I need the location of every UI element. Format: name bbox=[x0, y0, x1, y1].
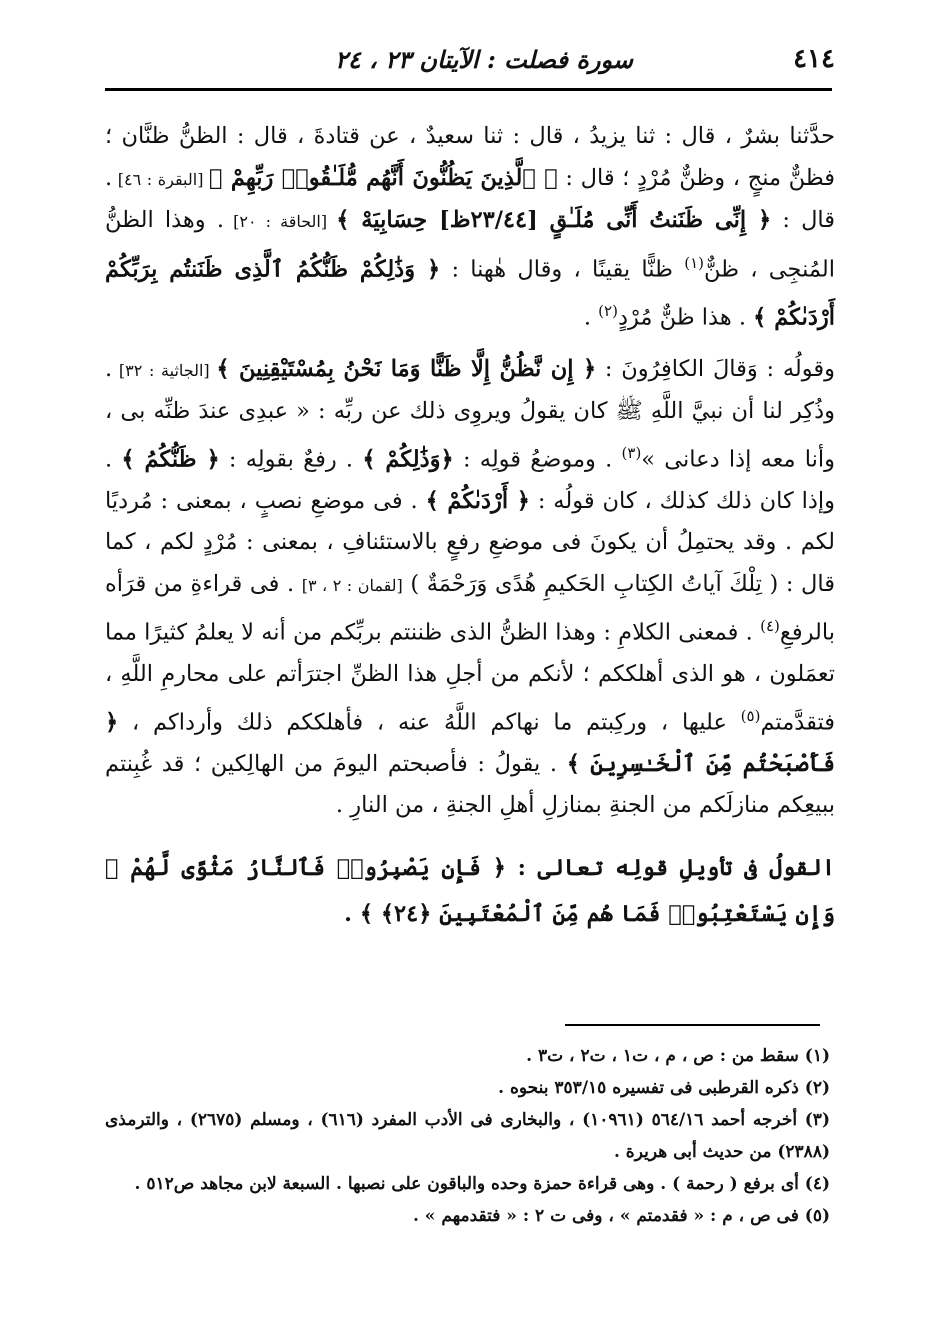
quran-quote: ﴿ وَذَٰلِكُمْ ظَنُّكُمُ ٱلَّذِى ظَنَنتُم بِرَبِّكُمْ أَرْدَىٰكُمْ ﴾ bbox=[105, 256, 835, 330]
text-segment: حدَّثنا بشرٌ ، قال : ثنا يزيدُ ، قال : ثنا سعيدٌ ، عن قتادةَ ، قال : الظنُّ ظنَّان ؛ فظنٌّ منجٍ ، وظنٌّ مُرْدٍ ؛ قال : bbox=[105, 123, 836, 191]
text-segment: . وذُكِر لنا أن نبيَّ اللَّهِ ﷺ كان يقولُ ويروِى ذلك عن ربِّه : « عبدِى عندَ ظنِّه بى ، وأنا معه إذا دعانى » bbox=[105, 355, 836, 472]
text-segment: . وهذا الظنُّ المُنجِى ، ظنٌّ bbox=[105, 207, 835, 282]
text-segment: القولُ فى تأويلِ قولِه تعالى : bbox=[505, 854, 835, 881]
footnote: (٢) ذكره القرطبى فى تفسيره ٣٥٣/١٥ بنحوه . bbox=[498, 1078, 830, 1098]
text-segment: . هذا ظنٌّ مُرْدٍ bbox=[617, 304, 754, 330]
quran-quote: ﴿ فَإِن يَصْبِرُوا۟ فَٱلنَّارُ مَثْوًى لَّهُمْ ۖ وَإِن يَسْتَعْتِبُوا۟ فَمَا هُم مِّنَ ٱلْمُعْتَبِينَ ﴿٢٤﴾ ﴾ bbox=[105, 854, 835, 927]
page-header bbox=[105, 36, 835, 82]
text-segment: . فى موضعِ نصبٍ ، بمعنى : مُرديًا لكم . وقد يحتمِلُ أن يكونَ فى موضعِ رفعٍ بالاستئنافِ ، بمعنى : مُرْدٍ لكم ، كما قال : ( تِلْكَ آياتُ الكِتابِ الحَكيمِ هُدًى وَرَحْمَةٌ ) bbox=[105, 487, 835, 597]
footnote: (٥) فى ص ، م : « فقدمتم » ، وفى ت ٢ : « فتقدمهم » . bbox=[412, 1206, 830, 1226]
surah-reference: [الجاثية : ٣٢] bbox=[112, 360, 217, 380]
text-segment: . يقولُ : فأصبحتم اليومَ من الهالِكين ؛ قد غُبِنتم ببيعِكم منازلَكم من الجنةِ بمنازلِ أهلِ الجنةِ ، من النارِ . bbox=[105, 750, 835, 818]
footnote-rule bbox=[565, 1024, 820, 1026]
footnote: (٣) أخرجه أحمد ٥٦٤/١٦ (١٠٩٦١) ، والبخارى فى الأدب المفرد (٦١٦) ، ومسلم (٢٦٧٥) ، والترمذى (٢٣٨٨) من حديث أبى هريرة . bbox=[105, 1110, 830, 1162]
text-segment: ظنًّا يقينًا ، وقال هٰهنا : bbox=[440, 256, 685, 282]
body-text bbox=[105, 116, 835, 947]
text-segment: . قال : bbox=[105, 164, 836, 233]
footnote-marker[interactable]: (٤) bbox=[760, 617, 780, 635]
quran-quote: ﴿ ٱلَّذِينَ يَظُنُّونَ أَنَّهُم مُّلَـٰقُوا۟ رَبِّهِمْ ﴾ bbox=[209, 164, 558, 191]
quran-quote: ﴿ إِن نَّظُنُّ إِلَّا ظَنًّا وَمَا نَحْنُ بِمُسْتَيْقِنِينَ ﴾ bbox=[216, 355, 597, 382]
section-heading bbox=[105, 845, 835, 937]
paragraph-1 bbox=[105, 116, 835, 339]
header-rule bbox=[105, 88, 832, 91]
text-segment: . وإذا كان ذلك كذلك ، كان قولُه : bbox=[105, 446, 835, 514]
footnote-marker[interactable]: (١) bbox=[684, 253, 704, 272]
text-segment: عليها ، وركِبتم ما نهاكم اللَّهُ عنه ، فأهلككم ذلك وأرداكم ، bbox=[118, 709, 741, 735]
paragraph-2 bbox=[105, 349, 835, 827]
running-title: سورة فصلت : الآيتان ٢٣ ، ٢٤ bbox=[335, 44, 633, 74]
footnote: (٤) أى برفع ( رحمة ) . وهى قراءة حمزة وحده والباقون على نصبها . السبعة لابن مجاهد ص٥١٢ . bbox=[134, 1174, 830, 1194]
surah-reference: [البقرة : ٤٦] bbox=[112, 169, 210, 189]
quran-quote: ﴿ إِنِّى ظَنَنتُ أَنِّى مُلَـٰقٍ [٢٣/٤٤ظ] حِسَابِيَهْ ﴾ bbox=[336, 207, 772, 233]
footnote: (١) سقط من : ص ، م ، ت١ ، ت٢ ، ت٣ . bbox=[526, 1046, 830, 1066]
quran-quote: ﴿ فَأَصْبَحْتُم مِّنَ ٱلْخَـٰسِرِينَ ﴾ bbox=[105, 709, 835, 777]
footnote-marker[interactable]: (٢) bbox=[598, 301, 618, 320]
footnote-marker[interactable]: (٣) bbox=[621, 443, 642, 462]
text-segment: . رفعٌ بقولِه : bbox=[219, 446, 363, 472]
text-segment: . bbox=[344, 900, 360, 927]
footnote-marker[interactable]: (٥) bbox=[740, 706, 761, 725]
footnotes bbox=[105, 1040, 830, 1232]
surah-reference: [الحاقة : ٢٠] bbox=[223, 212, 337, 231]
text-segment: وقولُه : وَقالَ الكافِرُونَ : bbox=[596, 355, 836, 382]
text-segment: . وموضعُ قولِه : bbox=[453, 446, 622, 472]
page-number: ٤١٤ bbox=[793, 44, 835, 74]
surah-reference: [لقمان : ٢ ، ٣] bbox=[301, 575, 403, 595]
text-segment: . bbox=[583, 304, 599, 330]
quran-quote: ﴿وَذَٰلِكُمْ ﴾ bbox=[362, 446, 454, 472]
quran-quote: ﴿ أَرْدَىٰكُمْ ﴾ bbox=[425, 487, 530, 514]
text-segment: . فى قراءةِ من قرَأه بالرفعِ bbox=[105, 570, 835, 646]
text-segment: . فمعنى الكلامِ : وهذا الظنُّ الذى ظننتم بربِّكم من أنه لا يعلمُ كثيرًا مما تعمَلون ، هو الذى أهلككم ؛ لأنكم من أجلِ هذا الظنِّ اجترَأتم على محارمِ اللَّهِ ، فتقدَّمتم bbox=[105, 619, 835, 735]
quran-quote: ﴿ ظَنُّكُمُ ﴾ bbox=[121, 446, 220, 472]
